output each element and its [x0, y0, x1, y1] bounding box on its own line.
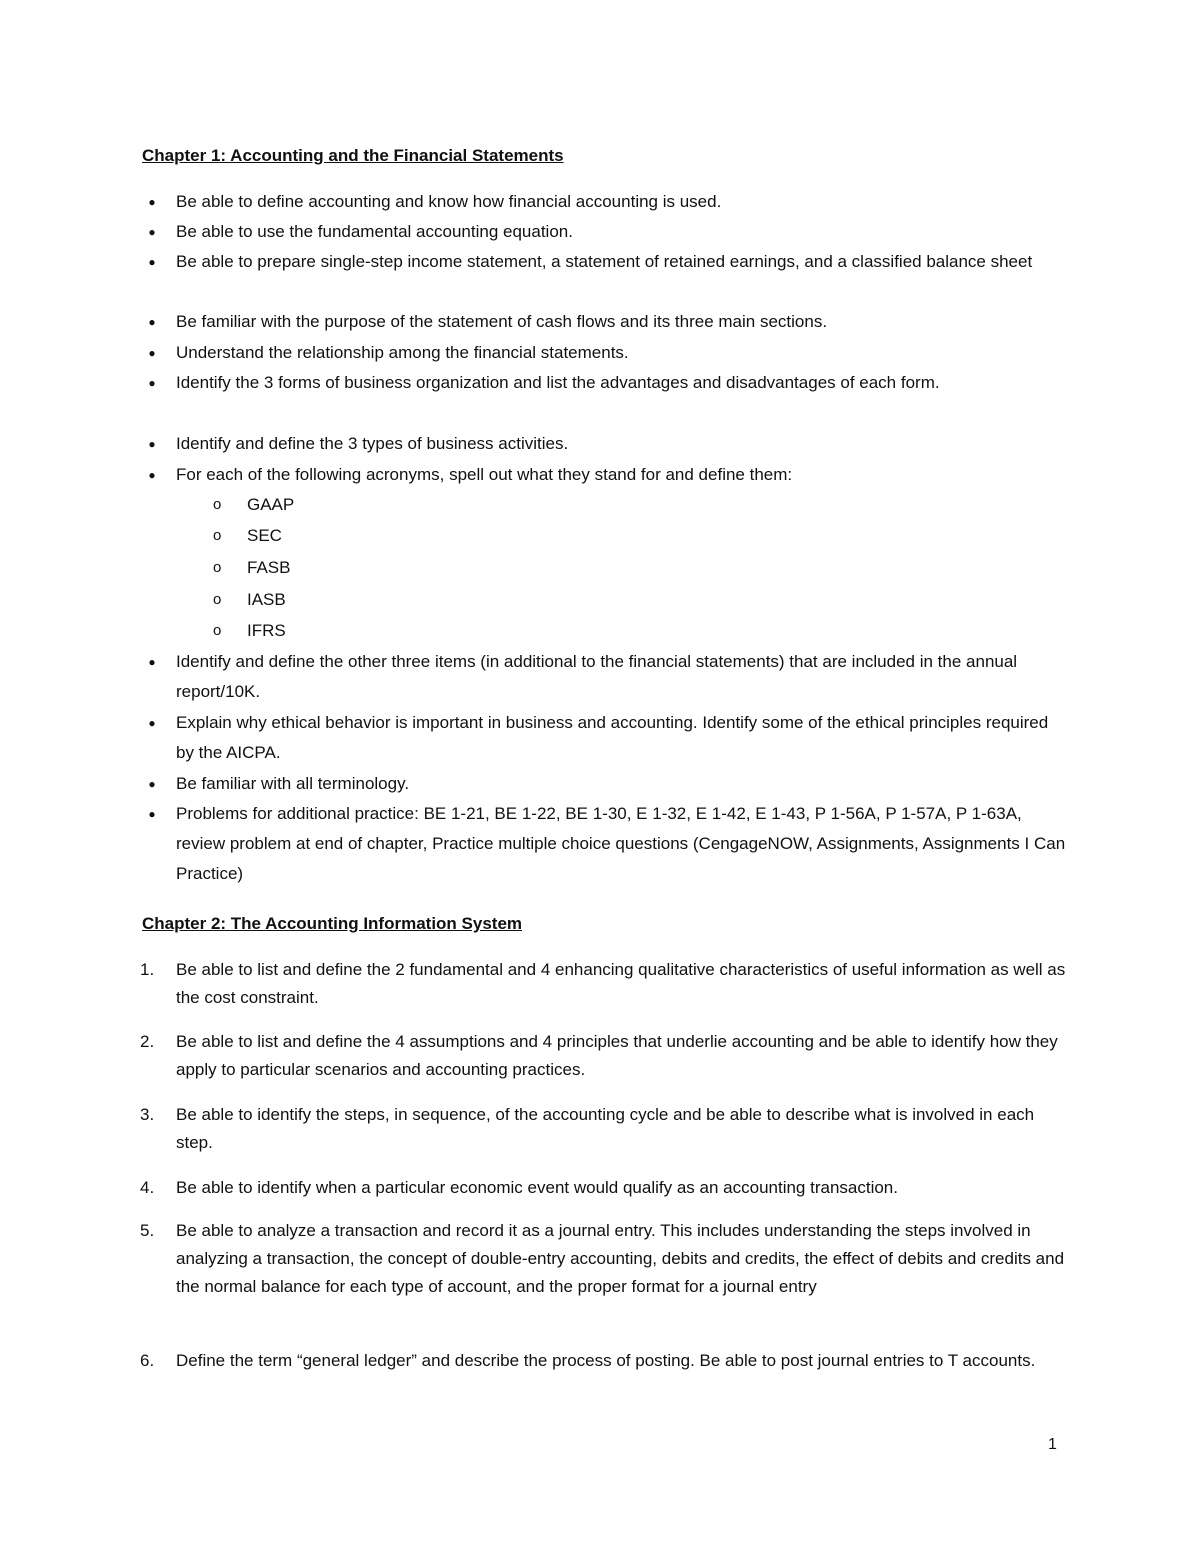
list-item	[148, 460, 1066, 490]
item-number: 1.	[140, 960, 155, 979]
list-item	[148, 307, 1066, 337]
acronym-item-iasb	[213, 585, 286, 615]
list-item	[148, 338, 1066, 368]
bullet-icon: ●	[148, 195, 156, 209]
list-item-text: Be able to identify the steps, in sequence, of the accounting cycle and be able to describe what is involved in each step.	[176, 1105, 1035, 1152]
list-item	[148, 368, 1066, 398]
list-item	[140, 1347, 1066, 1375]
bullet-icon: ●	[148, 437, 156, 451]
item-number: 3.	[140, 1105, 155, 1124]
item-number: 5.	[140, 1221, 155, 1240]
list-item-text: Identify and define the 3 types of business activities.	[176, 434, 569, 453]
chapter-1-heading: Chapter 1: Accounting and the Financial Statements	[142, 146, 564, 165]
bullet-icon: ●	[148, 807, 156, 821]
bullet-icon: ●	[148, 346, 156, 360]
bullet-icon: ●	[148, 777, 156, 791]
acronym-text: IFRS	[247, 621, 286, 640]
bullet-icon: ●	[148, 225, 156, 239]
circle-bullet-icon: o	[213, 622, 222, 639]
list-item	[140, 1217, 1066, 1301]
page-number: 1	[1048, 1436, 1057, 1453]
list-item-text: Be familiar with all terminology.	[176, 774, 410, 793]
list-item	[148, 429, 1066, 459]
acronym-text: GAAP	[247, 495, 295, 514]
item-number: 2.	[140, 1032, 155, 1051]
bullet-icon: ●	[148, 468, 156, 482]
list-item	[148, 647, 1066, 707]
list-item-text: Identify the 3 forms of business organization and list the advantages and disadvantages of each form.	[176, 373, 940, 392]
acronym-text: IASB	[247, 590, 286, 609]
acronym-item-ifrs	[213, 616, 286, 646]
list-item	[148, 799, 1066, 889]
acronym-item-gaap	[213, 490, 295, 520]
list-item	[148, 217, 1066, 247]
item-number: 4.	[140, 1178, 155, 1197]
list-item-text: Explain why ethical behavior is important in business and accounting. Identify some of the ethical principles required by the AICPA.	[176, 713, 1049, 762]
list-item	[140, 1174, 1066, 1202]
list-item-text: Be able to list and define the 2 fundamental and 4 enhancing qualitative characteristics of useful information as well as the cost constraint.	[176, 960, 1066, 1007]
list-item-text: Be familiar with the purpose of the statement of cash flows and its three main sections.	[176, 312, 828, 331]
circle-bullet-icon: o	[213, 527, 222, 544]
list-item	[140, 1101, 1066, 1157]
bullet-icon: ●	[148, 655, 156, 669]
circle-bullet-icon: o	[213, 496, 222, 513]
list-item	[148, 708, 1066, 768]
acronym-item-sec	[213, 521, 282, 551]
list-item-text: Be able to define accounting and know how financial accounting is used.	[176, 192, 722, 211]
bullet-icon: ●	[148, 315, 156, 329]
circle-bullet-icon: o	[213, 591, 222, 608]
list-item-text: Be able to list and define the 4 assumptions and 4 principles that underlie accounting and be able to identify how they apply to particular scenarios and accounting practices.	[176, 1032, 1058, 1079]
list-item-text: Be able to analyze a transaction and record it as a journal entry. This includes understanding the steps involved in analyzing a transaction, the concept of double-entry accounting, debits and credits, the effect of debits and credits and the normal balance for each type of account, and the proper format for a journal entry	[176, 1221, 1065, 1296]
bullet-icon: ●	[148, 716, 156, 730]
list-item-text: Be able to use the fundamental accounting equation.	[176, 222, 573, 241]
acronym-item-fasb	[213, 553, 291, 583]
chapter-2-heading: Chapter 2: The Accounting Information System	[142, 914, 523, 933]
list-item	[148, 247, 1066, 277]
list-item-text: Identify and define the other three items (in additional to the financial statements) that are included in the annual report/10K.	[176, 652, 1018, 701]
list-item	[148, 187, 1066, 217]
acronym-text: SEC	[247, 526, 282, 545]
list-item-text: Be able to identify when a particular economic event would qualify as an accounting transaction.	[176, 1178, 898, 1197]
item-number: 6.	[140, 1351, 155, 1370]
list-item	[140, 956, 1066, 1012]
list-item-text: Define the term “general ledger” and describe the process of posting. Be able to post journal entries to T accounts.	[176, 1351, 1036, 1370]
acronym-text: FASB	[247, 558, 291, 577]
list-item	[148, 769, 1066, 799]
list-item-text: Understand the relationship among the financial statements.	[176, 343, 629, 362]
circle-bullet-icon: o	[213, 559, 222, 576]
list-item	[140, 1028, 1066, 1084]
list-item-text: Be able to prepare single-step income statement, a statement of retained earnings, and a classified balance sheet	[176, 252, 1033, 271]
list-item-text: For each of the following acronyms, spell out what they stand for and define them:	[176, 465, 793, 484]
list-item-text: Problems for additional practice: BE 1-21, BE 1-22, BE 1-30, E 1-32, E 1-42, E 1-43, P 1-56A, P 1-57A, P 1-63A, review problem at end of chapter, Practice multiple choice questions (CengageNOW, Assignments, Assignments I Can Practice)	[176, 804, 1066, 883]
bullet-icon: ●	[148, 376, 156, 390]
bullet-icon: ●	[148, 255, 156, 269]
